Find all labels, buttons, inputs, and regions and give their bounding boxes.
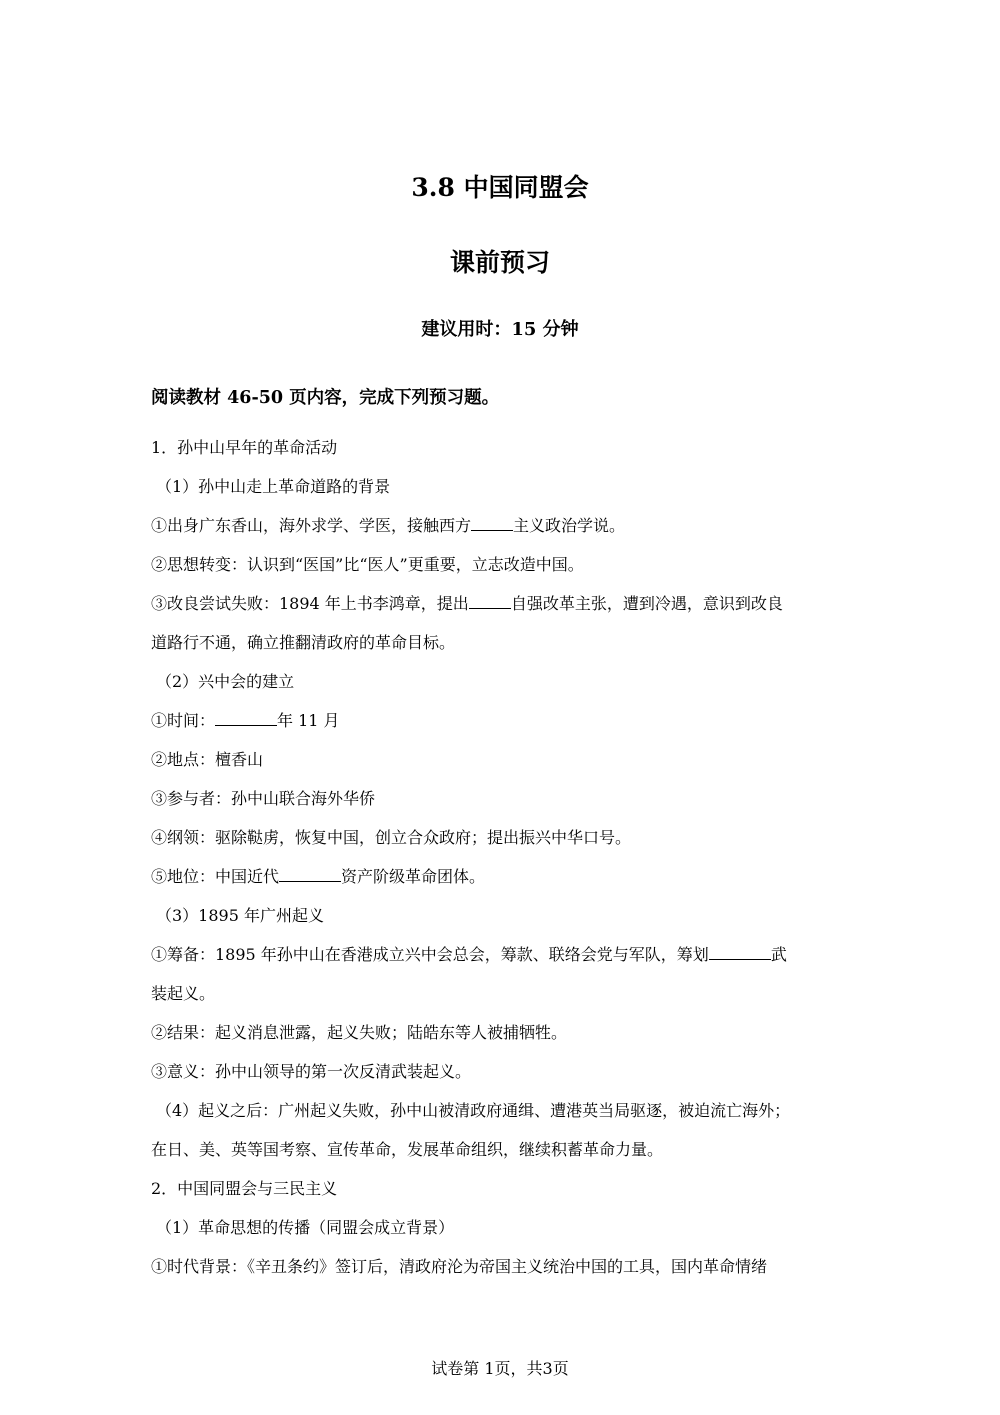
- subheading-1-4: （4）起义之后：广州起义失败，孙中山被清政府通缉、遭港英当局驱逐，被迫流亡海外；: [156, 1101, 791, 1120]
- text-segment: ①筹备：1895 年孙中山在香港成立兴中会总会，筹款、联络会党与军队，筹划: [151, 945, 709, 964]
- list-item: ②地点：檀香山: [151, 750, 264, 769]
- text-segment: 武: [770, 945, 787, 964]
- list-item-continuation: 道路行不通，确立推翻清政府的革命目标。: [151, 633, 456, 652]
- subheading-2-1: （1）革命思想的传播（同盟会成立背景）: [156, 1218, 455, 1237]
- text-segment: ⑤地位：中国近代: [151, 867, 280, 886]
- text-segment: 自强改革主张，遭到冷遇，意识到改良: [510, 594, 783, 613]
- subheading-1-3: （3）1895 年广州起义: [156, 906, 324, 925]
- fill-blank[interactable]: [215, 707, 277, 726]
- list-item: [151, 935, 851, 974]
- list-item-continuation: 装起义。: [151, 984, 216, 1003]
- document-title: 3.8 中国同盟会: [411, 173, 589, 202]
- paragraph-continuation: 在日、美、英等国考察、宣传革命，发展革命组织，继续积蓄革命力量。: [151, 1140, 664, 1159]
- text-segment: 年 11 月: [277, 711, 340, 730]
- document-body: [151, 428, 851, 1286]
- fill-blank[interactable]: [709, 941, 771, 960]
- section-subtitle: 课前预习: [449, 248, 550, 277]
- text-segment: ①时间：: [151, 711, 216, 730]
- text-segment: ①出身广东香山，海外求学、学医，接触西方: [151, 516, 472, 535]
- heading-1: 1．孙中山早年的革命活动: [151, 438, 338, 457]
- text-segment: ③改良尝试失败：1894 年上书李鸿章，提出: [151, 594, 469, 613]
- list-item: ②思想转变：认识到“医国”比“医人”更重要，立志改造中国。: [151, 555, 584, 574]
- subheading-1-1: （1）孙中山走上革命道路的背景: [156, 477, 391, 496]
- time-hint: 建议用时：15 分钟: [421, 319, 579, 340]
- list-item: [151, 506, 851, 545]
- fill-blank[interactable]: [469, 590, 511, 609]
- text-segment: 资产阶级革命团体。: [341, 867, 486, 886]
- heading-2: 2．中国同盟会与三民主义: [151, 1179, 338, 1198]
- list-item: [151, 701, 851, 740]
- page-footer: 试卷第 1页，共3页: [431, 1359, 569, 1378]
- instruction: 阅读教材 46-50 页内容，完成下列预习题。: [151, 388, 500, 408]
- fill-blank[interactable]: [279, 863, 341, 882]
- list-item: ④纲领：驱除鞑虏，恢复中国，创立合众政府；提出振兴中华口号。: [151, 828, 632, 847]
- list-item: ②结果：起义消息泄露，起义失败；陆皓东等人被捕牺牲。: [151, 1023, 568, 1042]
- list-item: ③意义：孙中山领导的第一次反清武装起义。: [151, 1062, 472, 1081]
- list-item: ①时代背景：《辛丑条约》签订后，清政府沦为帝国主义统治中国的工具，国内革命情绪: [151, 1257, 768, 1276]
- fill-blank[interactable]: [471, 512, 513, 531]
- subheading-1-2: （2）兴中会的建立: [156, 672, 295, 691]
- text-segment: 主义政治学说。: [513, 516, 626, 535]
- list-item: ③参与者：孙中山联合海外华侨: [151, 789, 376, 808]
- list-item: [151, 584, 851, 623]
- list-item: [151, 857, 851, 896]
